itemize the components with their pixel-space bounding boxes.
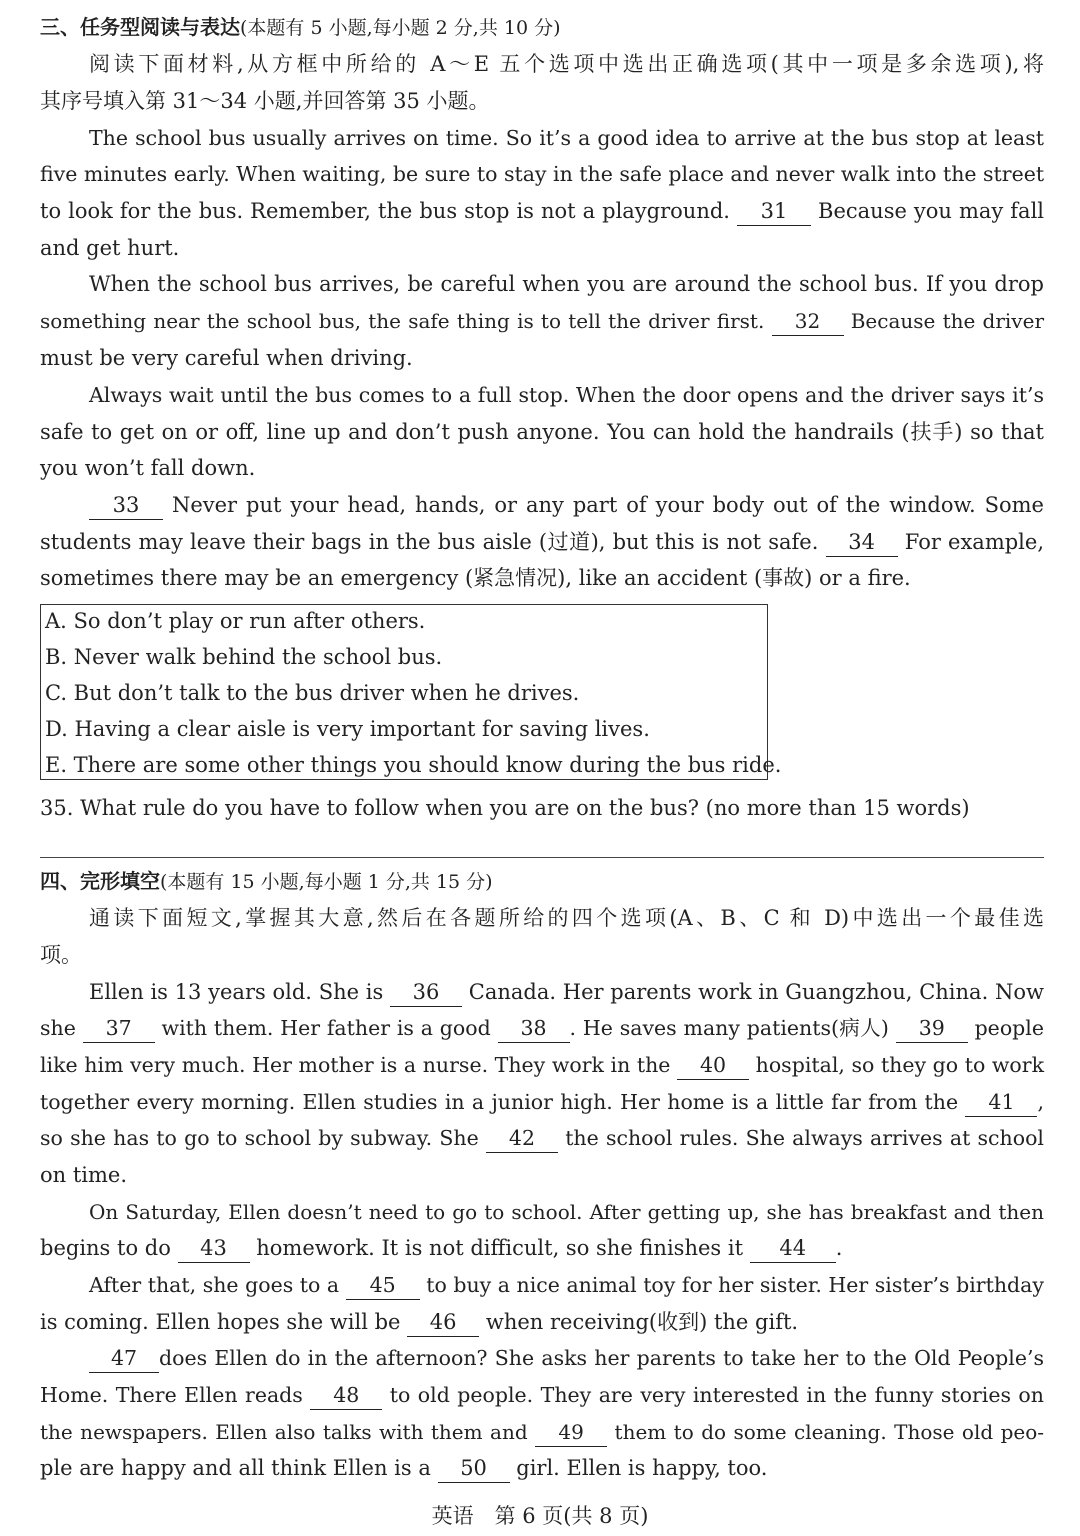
blank-45[interactable]: 45 bbox=[346, 1271, 420, 1300]
cloze-text: together every morning. Ellen studies in a junior high. Her home is a little far from the bbox=[40, 1090, 959, 1114]
cloze-line-4 bbox=[40, 1084, 1044, 1120]
cloze-text: does Ellen do in the afternoon? She asks her parents to take her to the Old People’s bbox=[159, 1346, 1044, 1370]
p4-text: students may leave their bags in the bus aisle (过道), but this is not safe. bbox=[40, 530, 819, 554]
section4-title: 四、完形填空 bbox=[40, 869, 160, 893]
cloze-line-13 bbox=[40, 1414, 1044, 1450]
cloze-text: when receiving(收到) the gift. bbox=[485, 1310, 799, 1334]
cloze-line-14 bbox=[40, 1450, 1044, 1486]
p1-line-4: and get hurt. bbox=[40, 236, 180, 260]
section-divider bbox=[40, 857, 1044, 858]
section3-intro-1: 阅读下面材料,从方框中所给的 A～E 五个选项中选出正确选项(其中一项是多余选项),将 bbox=[89, 52, 1044, 76]
cloze-line-11 bbox=[89, 1340, 1044, 1376]
cloze-text: begins to do bbox=[40, 1236, 171, 1260]
cloze-line-9 bbox=[89, 1267, 1044, 1303]
cloze-text: Ellen is 13 years old. She is bbox=[89, 980, 384, 1004]
p1-text: to look for the bus. Remember, the bus stop is not a playground. bbox=[40, 199, 730, 223]
p4-line-3: sometimes there may be an emergency (紧急情况), like an accident (事故) or a fire. bbox=[40, 566, 911, 590]
section3-intro-2: 其序号填入第 31～34 小题,并回答第 35 小题。 bbox=[40, 89, 490, 113]
p1-text: Because you may fall bbox=[818, 199, 1045, 223]
cloze-text: hospital, so they go to work bbox=[755, 1053, 1044, 1077]
cloze-text: , bbox=[1037, 1090, 1044, 1114]
blank-40[interactable]: 40 bbox=[677, 1051, 749, 1080]
blank-48[interactable]: 48 bbox=[310, 1381, 382, 1410]
cloze-text: to old people. They are very interested in the funny stories on bbox=[389, 1383, 1044, 1407]
p1-line-1: The school bus usually arrives on time. So it’s a good idea to arrive at the bus stop at least bbox=[89, 126, 1044, 150]
cloze-text: with them. Her father is a good bbox=[161, 1016, 491, 1040]
cloze-text: to buy a nice animal toy for her sister. Her sister’s birthday bbox=[426, 1273, 1044, 1297]
cloze-text: she bbox=[40, 1016, 76, 1040]
p1-line-2: five minutes early. When waiting, be sure to stay in the safe place and never walk into the street bbox=[40, 162, 1045, 186]
cloze-text: After that, she goes to a bbox=[89, 1273, 340, 1297]
options-box bbox=[40, 604, 782, 780]
blank-49[interactable]: 49 bbox=[535, 1418, 607, 1447]
option-e: E. There are some other things you should know during the bus ride. bbox=[45, 753, 782, 777]
p3-line-2: safe to get on or off, line up and don’t push anyone. You can hold the handrails (扶手) so that bbox=[40, 420, 1044, 444]
cloze-text: the school rules. She always arrives at school bbox=[565, 1126, 1044, 1150]
section4-intro-1: 通读下面短文,掌握其大意,然后在各题所给的四个选项(A、B、C 和 D)中选出一个最佳选 bbox=[89, 906, 1044, 930]
cloze-line-6: on time. bbox=[40, 1163, 128, 1187]
cloze-text: girl. Ellen is happy, too. bbox=[516, 1456, 768, 1480]
option-b: B. Never walk behind the school bus. bbox=[45, 645, 443, 669]
p4-text: Never put your head, hands, or any part of your body out of the window. Some bbox=[171, 493, 1044, 517]
p3-line-3: you won’t fall down. bbox=[40, 456, 256, 480]
cloze-text: so she has to go to school by subway. She bbox=[40, 1126, 479, 1150]
blank-46[interactable]: 46 bbox=[407, 1308, 479, 1337]
section4-heading bbox=[40, 863, 1044, 899]
section4-note: (本题有 15 小题,每小题 1 分,共 15 分) bbox=[160, 871, 493, 893]
blank-31[interactable]: 31 bbox=[737, 197, 811, 226]
blank-38[interactable]: 38 bbox=[498, 1014, 570, 1043]
p2-text: something near the school bus, the safe thing is to tell the driver first. bbox=[40, 309, 765, 333]
cloze-text: Home. There Ellen reads bbox=[40, 1383, 303, 1407]
blank-42[interactable]: 42 bbox=[486, 1124, 558, 1153]
p2-line-1: When the school bus arrives, be careful when you are around the school bus. If you drop bbox=[89, 272, 1044, 296]
option-d: D. Having a clear aisle is very important for saving lives. bbox=[45, 717, 650, 741]
question-35: 35. What rule do you have to follow when you are on the bus? (no more than 15 words) bbox=[40, 796, 970, 820]
blank-32[interactable]: 32 bbox=[772, 307, 844, 336]
blank-44[interactable]: 44 bbox=[750, 1234, 836, 1263]
p4-text: For example, bbox=[904, 530, 1044, 554]
p4-line-2 bbox=[40, 524, 1044, 560]
cloze-text: ple are happy and all think Ellen is a bbox=[40, 1456, 431, 1480]
option-c: C. But don’t talk to the bus driver when he drives. bbox=[45, 681, 580, 705]
blank-37[interactable]: 37 bbox=[83, 1014, 155, 1043]
cloze-text: . bbox=[835, 1236, 843, 1260]
cloze-line-8 bbox=[40, 1230, 1044, 1266]
cloze-text: like him very much. Her mother is a nurse. They work in the bbox=[40, 1053, 671, 1077]
page-footer: 英语 第 6 页(共 8 页) bbox=[431, 1504, 649, 1528]
cloze-text: the newspapers. Ellen also talks with them and bbox=[40, 1420, 528, 1444]
blank-33[interactable]: 33 bbox=[89, 491, 163, 520]
cloze-text: them to do some cleaning. Those old peo- bbox=[614, 1420, 1045, 1444]
cloze-line-1 bbox=[89, 974, 1044, 1010]
blank-41[interactable]: 41 bbox=[965, 1088, 1037, 1117]
blank-47[interactable]: 47 bbox=[89, 1344, 159, 1373]
p4-line-1 bbox=[89, 487, 1044, 523]
cloze-line-2 bbox=[40, 1010, 1044, 1046]
cloze-line-10 bbox=[40, 1304, 1044, 1340]
cloze-text: . He saves many patients(病人) bbox=[569, 1016, 889, 1040]
blank-36[interactable]: 36 bbox=[390, 978, 462, 1007]
cloze-text: homework. It is not difficult, so she finishes it bbox=[256, 1236, 744, 1260]
blank-34[interactable]: 34 bbox=[826, 528, 898, 557]
p2-text: Because the driver bbox=[850, 309, 1045, 333]
cloze-text: Canada. Her parents work in Guangzhou, China. Now bbox=[468, 980, 1044, 1004]
section3-note: (本题有 5 小题,每小题 2 分,共 10 分) bbox=[240, 17, 561, 39]
section3-heading bbox=[40, 9, 1044, 45]
option-a: A. So don’t play or run after others. bbox=[45, 609, 426, 633]
section4-intro-2: 项。 bbox=[40, 943, 82, 967]
cloze-line-12 bbox=[40, 1377, 1044, 1413]
p2-line-3: must be very careful when driving. bbox=[40, 346, 413, 370]
blank-50[interactable]: 50 bbox=[438, 1454, 510, 1483]
p1-line-3 bbox=[40, 193, 1044, 229]
section3-title: 三、任务型阅读与表达 bbox=[40, 15, 240, 39]
cloze-text: is coming. Ellen hopes she will be bbox=[40, 1310, 401, 1334]
cloze-line-3 bbox=[40, 1047, 1044, 1083]
cloze-line-7: On Saturday, Ellen doesn’t need to go to school. After getting up, she has breakfast and then bbox=[89, 1200, 1044, 1224]
p2-line-2 bbox=[40, 303, 1044, 339]
p3-line-1: Always wait until the bus comes to a full stop. When the door opens and the driver says it’s bbox=[89, 383, 1044, 407]
blank-39[interactable]: 39 bbox=[896, 1014, 968, 1043]
cloze-line-5 bbox=[40, 1120, 1044, 1156]
blank-43[interactable]: 43 bbox=[178, 1234, 250, 1263]
cloze-text: people bbox=[974, 1016, 1044, 1040]
